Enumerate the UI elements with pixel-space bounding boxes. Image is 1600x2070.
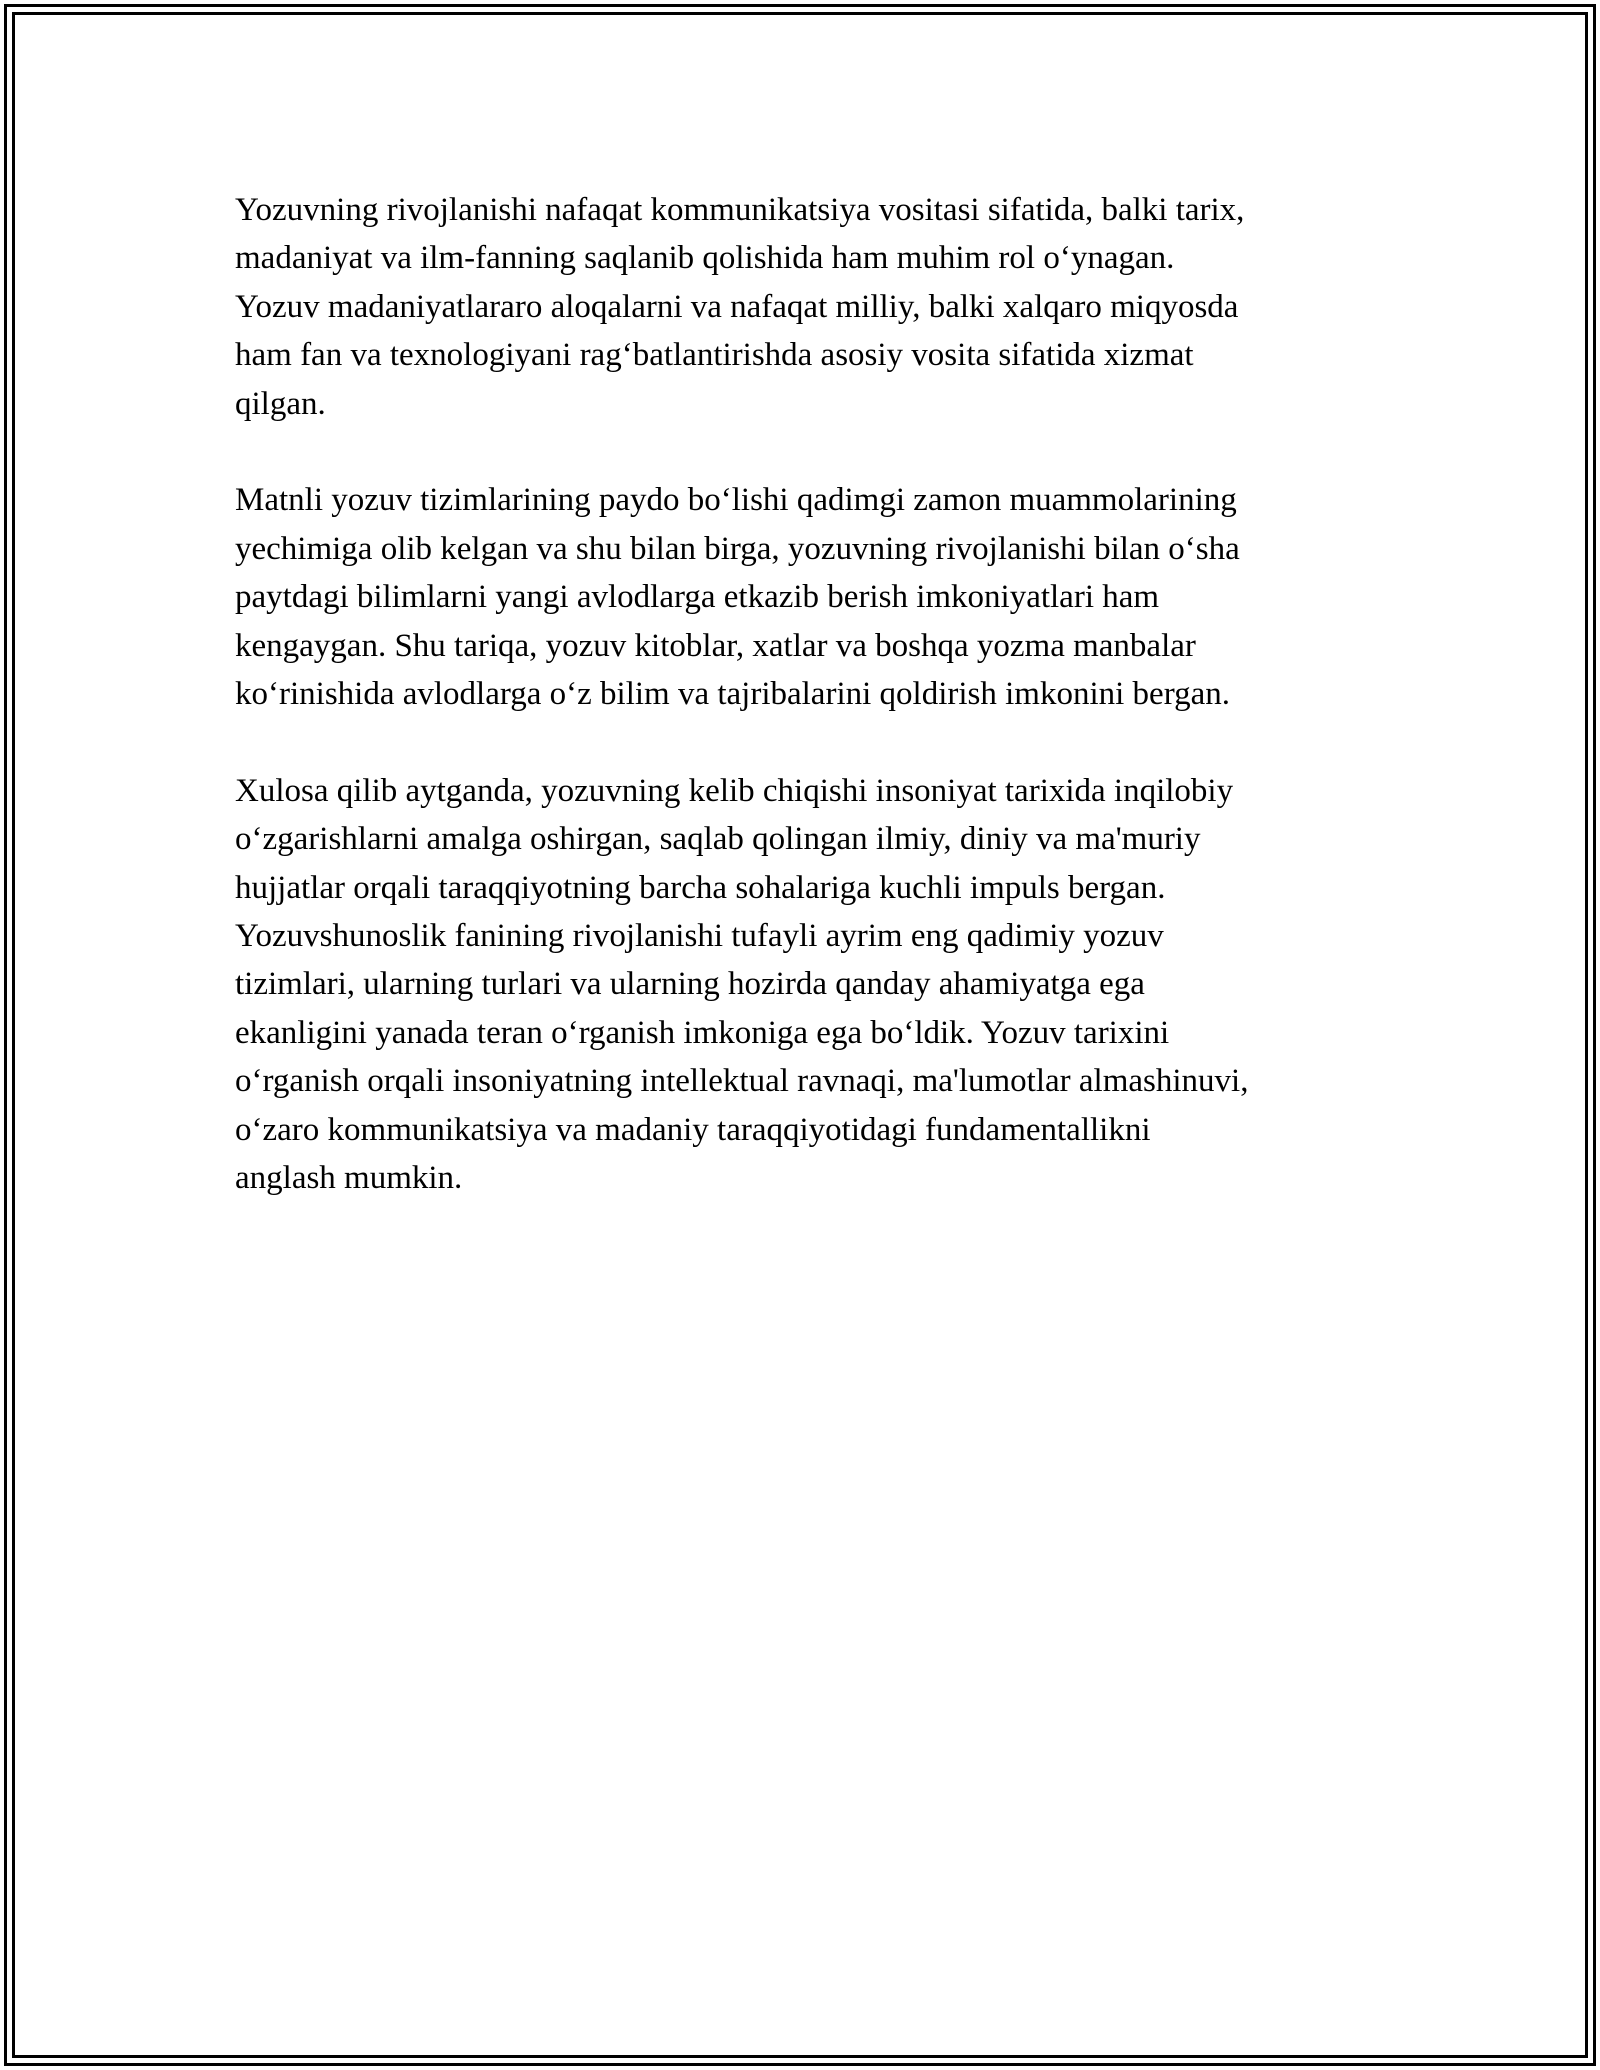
paragraph-2: Matnli yozuv tizimlarining paydo bo‘lishi qadimgi zamon muammolarining yechimiga olib kelgan va shu bilan birga, yozuvning rivojlanishi bilan o‘sha paytdagi bilimlarni yangi avlodlarga etkazib berish imkoniyatlari ham kengaygan. Shu tariqa, yozuv kitoblar, xatlar va boshqa yozma manbalar ko‘rinishida avlodlarga o‘z bilim va tajribalarini qoldirish imkonini bergan. xyxy=(235,482,1240,713)
paragraph-1: Yozuvning rivojlanishi nafaqat kommunikatsiya vositasi sifatida, balki tarix, madaniyat va ilm-fanning saqlanib qolishida ham muhim rol o‘ynagan. Yozuv madaniyatlararo aloqalarni va nafaqat milliy, balki xalqaro miqyosda ham fan va texnologiyani rag‘batlantirishda asosiy vosita sifatida xizmat qilgan. xyxy=(235,192,1245,422)
document-body xyxy=(235,186,1375,1251)
paragraph-3: Xulosa qilib aytganda, yozuvning kelib chiqishi insoniyat tarixida inqilobiy o‘zgarishlarni amalga oshirgan, saqlab qolingan ilmiy, diniy va ma'muriy hujjatlar orqali taraqqiyotning barcha sohalariga kuchli impuls bergan. Yozuvshunoslik fanining rivojlanishi tufayli ayrim eng qadimiy yozuv tizimlari, ularning turlari va ularning hozirda qanday ahamiyatga ega ekanligini yanada teran o‘rganish imkoniga ega bo‘ldik. Yozuv tarixini o‘rganish orqali insoniyatning intellektual ravnaqi, ma'lumotlar almashinuvi, o‘zaro kommunikatsiya va madaniy taraqqiyotidagi fundamentallikni anglash mumkin. xyxy=(235,772,1249,1197)
